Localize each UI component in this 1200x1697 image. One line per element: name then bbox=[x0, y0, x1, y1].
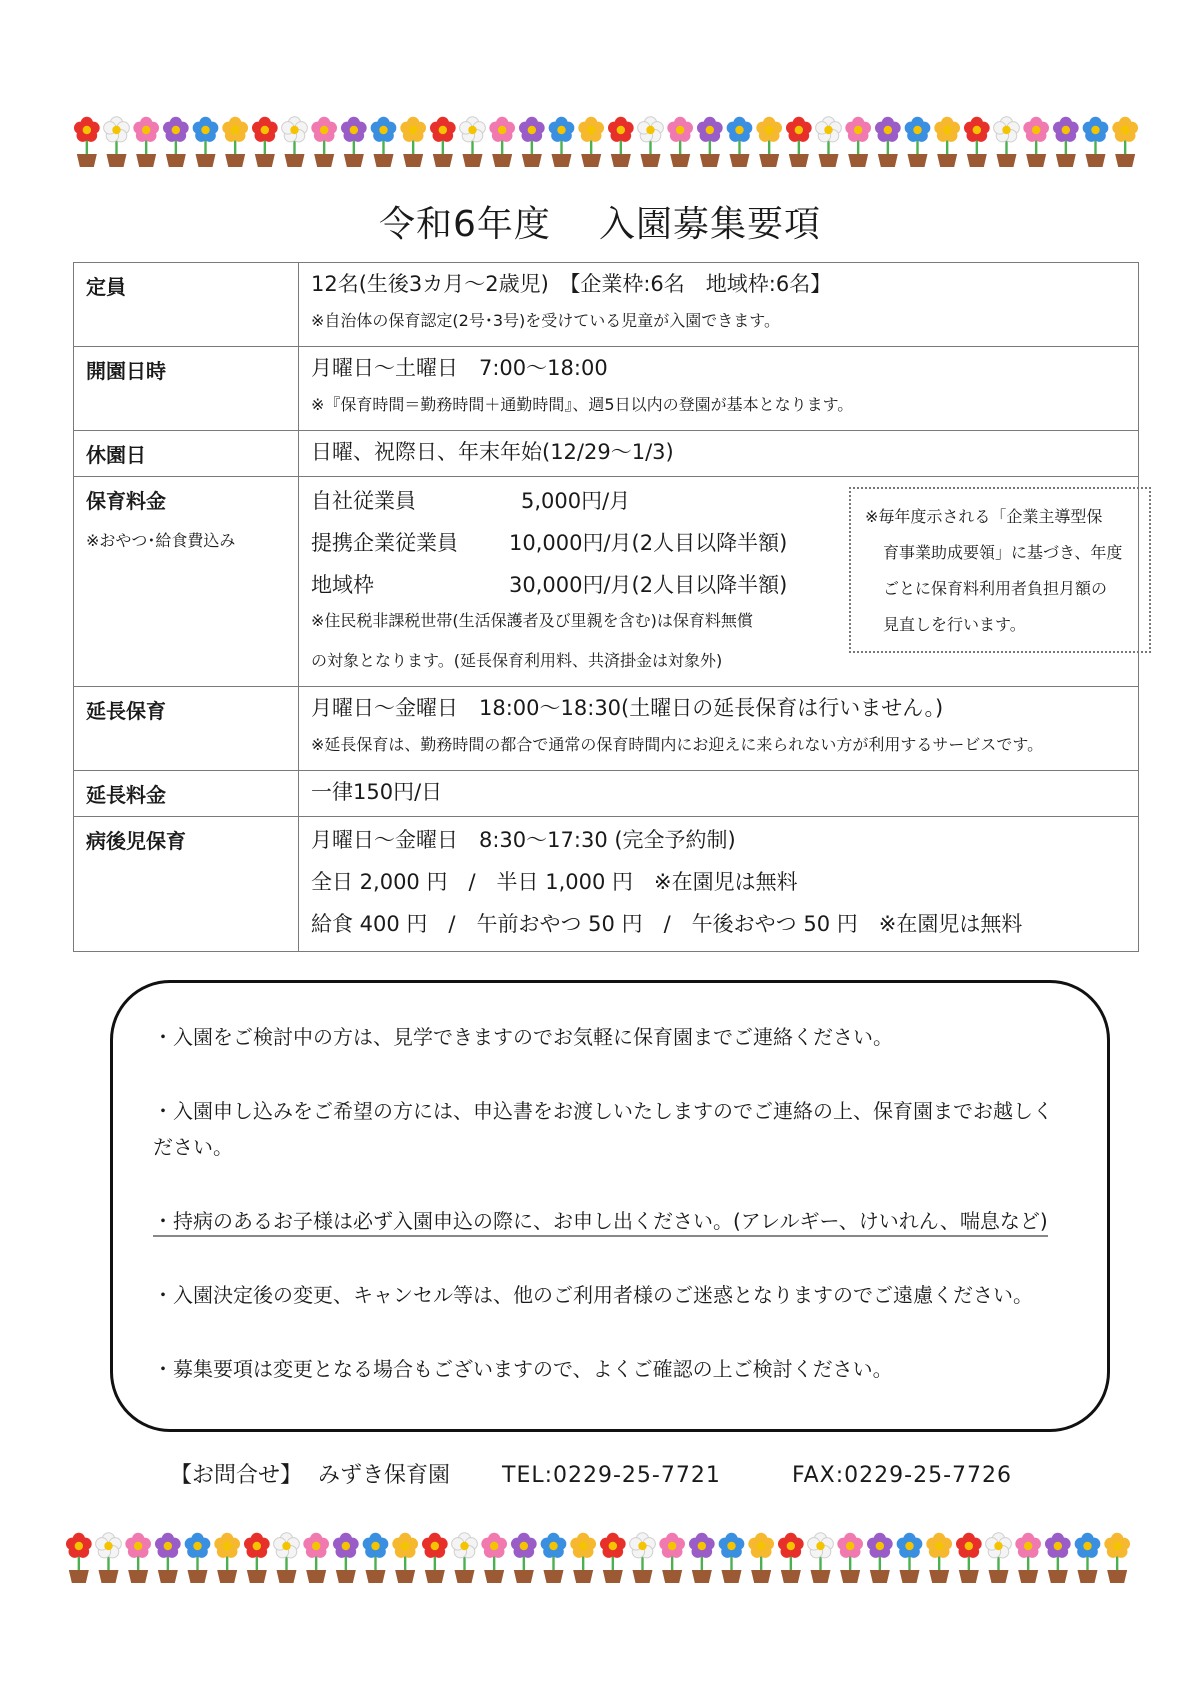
flower-icon bbox=[608, 117, 634, 167]
row-fees bbox=[74, 477, 1139, 687]
flower-icon bbox=[986, 1533, 1012, 1583]
row-extended-fee bbox=[74, 771, 1139, 817]
flower-icon bbox=[897, 1533, 923, 1583]
flower-icon bbox=[549, 117, 575, 167]
label-sick-care: 病後児保育 bbox=[74, 817, 299, 952]
flower-icon bbox=[511, 1533, 537, 1583]
flower-icon bbox=[719, 1533, 745, 1583]
flower-icon bbox=[756, 117, 782, 167]
flower-icon bbox=[630, 1533, 656, 1583]
notice-item-text: ・持病のあるお子様は必ず入園申込の際に、お申し出ください。(アレルギー、けいれん、喘息など) bbox=[153, 1209, 1048, 1237]
contact-tel: TEL:0229-25-7721 bbox=[502, 1463, 721, 1488]
fee-item-price: 10,000円/月(2人目以降半額) bbox=[509, 531, 788, 555]
flower-icon bbox=[748, 1533, 774, 1583]
flower-icon bbox=[133, 117, 159, 167]
extended-fee-line: 一律150円/日 bbox=[311, 780, 443, 804]
flower-icon bbox=[66, 1533, 92, 1583]
hours-line: 月曜日～土曜日 7:00～18:00 bbox=[311, 356, 608, 380]
content-capacity bbox=[299, 263, 1139, 347]
flower-icon bbox=[600, 1533, 626, 1583]
flower-icon bbox=[452, 1533, 478, 1583]
flower-icon bbox=[926, 1533, 952, 1583]
page-title bbox=[0, 196, 1200, 247]
flower-icon bbox=[541, 1533, 567, 1583]
fee-item-price: 5,000円/月 bbox=[521, 489, 631, 513]
flower-icon bbox=[570, 1533, 596, 1583]
contact-fax: FAX:0229-25-7726 bbox=[792, 1463, 1013, 1488]
flower-icon bbox=[400, 117, 426, 167]
row-hours bbox=[74, 347, 1139, 431]
contact-line bbox=[170, 1458, 1012, 1489]
flower-border-bottom bbox=[64, 1528, 1132, 1584]
flower-icon bbox=[193, 117, 219, 167]
flower-icon bbox=[845, 117, 871, 167]
flower-icon bbox=[274, 1533, 300, 1583]
flower-icon bbox=[519, 117, 545, 167]
content-fees bbox=[299, 477, 1139, 687]
flower-icon bbox=[1112, 117, 1138, 167]
content-hours bbox=[299, 347, 1139, 431]
label-holidays: 休園日 bbox=[74, 431, 299, 477]
flower-icon bbox=[489, 117, 515, 167]
flower-icon bbox=[430, 117, 456, 167]
fee-box-line: ごとに保育料利用者負担月額の bbox=[883, 579, 1108, 598]
capacity-note: ※自治体の保育認定(2号･3号)を受けている児童が入園できます。 bbox=[311, 311, 780, 330]
flower-icon bbox=[808, 1533, 834, 1583]
content-holidays bbox=[299, 431, 1139, 477]
flower-icon bbox=[1075, 1533, 1101, 1583]
row-extended bbox=[74, 687, 1139, 771]
flower-border-top-svg bbox=[72, 112, 1140, 168]
flower-icon bbox=[333, 1533, 359, 1583]
sick-line-1: 月曜日～金曜日 8:30～17:30 (完全予約制) bbox=[311, 828, 736, 852]
label-extended: 延長保育 bbox=[74, 687, 299, 771]
flower-icon bbox=[392, 1533, 418, 1583]
label-fees bbox=[74, 477, 299, 687]
flower-icon bbox=[341, 117, 367, 167]
flower-icon bbox=[74, 117, 100, 167]
fee-item-name: 自社従業員 bbox=[311, 489, 416, 513]
content-extended bbox=[299, 687, 1139, 771]
flower-icon bbox=[905, 117, 931, 167]
flower-icon bbox=[282, 117, 308, 167]
flower-icon bbox=[816, 117, 842, 167]
fee-review-box bbox=[849, 487, 1151, 653]
flower-icon bbox=[697, 117, 723, 167]
fee-item-name: 地域枠 bbox=[311, 573, 374, 597]
flower-icon bbox=[125, 1533, 151, 1583]
flower-icon bbox=[1104, 1533, 1130, 1583]
flower-icon bbox=[96, 1533, 122, 1583]
flower-icon bbox=[481, 1533, 507, 1583]
flower-icon bbox=[689, 1533, 715, 1583]
label-capacity: 定員 bbox=[74, 263, 299, 347]
flower-icon bbox=[185, 1533, 211, 1583]
flower-icon bbox=[638, 117, 664, 167]
flower-icon bbox=[837, 1533, 863, 1583]
flower-icon bbox=[964, 117, 990, 167]
notice-box bbox=[110, 980, 1110, 1432]
flower-icon bbox=[244, 1533, 270, 1583]
notice-item: ・入園申し込みをご希望の方には、申込書をお渡しいたしますのでご連絡の上、保育園までお越しください。 bbox=[153, 1099, 1053, 1159]
flower-icon bbox=[867, 1533, 893, 1583]
label-extended-fee: 延長料金 bbox=[74, 771, 299, 817]
flower-icon bbox=[1045, 1533, 1071, 1583]
flower-icon bbox=[222, 117, 248, 167]
fees-label: 保育料金 bbox=[86, 489, 166, 513]
flower-icon bbox=[1083, 117, 1109, 167]
fee-item-name: 提携企業従業員 bbox=[311, 531, 458, 555]
flower-icon bbox=[363, 1533, 389, 1583]
label-hours: 開園日時 bbox=[74, 347, 299, 431]
flower-icon bbox=[163, 117, 189, 167]
flower-icon bbox=[956, 1533, 982, 1583]
flower-icon bbox=[994, 117, 1020, 167]
flower-icon bbox=[667, 117, 693, 167]
flower-border-bottom-svg bbox=[64, 1528, 1132, 1584]
notice-item: ・入園決定後の変更、キャンセル等は、他のご利用者様のご迷惑となりますのでご遠慮ください。 bbox=[153, 1283, 1033, 1307]
flower-icon bbox=[303, 1533, 329, 1583]
fees-wrap bbox=[311, 483, 1126, 679]
flower-icon bbox=[934, 117, 960, 167]
notice-item: ・入園をご検討中の方は、見学できますのでお気軽に保育園までご連絡ください。 bbox=[153, 1025, 893, 1049]
extended-note: ※延長保育は、勤務時間の都合で通常の保育時間内にお迎えに来られない方が利用するサービスです。 bbox=[311, 735, 1044, 754]
sick-line-3: 給食 400 円 / 午前おやつ 50 円 / 午後おやつ 50 円 ※在園児は無料 bbox=[311, 912, 1023, 936]
flower-icon bbox=[786, 117, 812, 167]
flower-icon bbox=[1053, 117, 1079, 167]
title-year: 令和6年度 bbox=[379, 204, 551, 245]
recruitment-table bbox=[73, 262, 1139, 952]
fees-sub-note: ※おやつ･給食費込み bbox=[86, 531, 236, 550]
row-holidays bbox=[74, 431, 1139, 477]
content-extended-fee bbox=[299, 771, 1139, 817]
capacity-line: 12名(生後3カ月～2歳児) 【企業枠:6名 地域枠:6名】 bbox=[311, 272, 832, 296]
notice-item-underlined bbox=[153, 1203, 1067, 1239]
fee-note-1: ※住民税非課税世帯(生活保護者及び里親を含む)は保育料無償 bbox=[311, 611, 753, 630]
flower-icon bbox=[1023, 117, 1049, 167]
flower-icon bbox=[727, 117, 753, 167]
flower-icon bbox=[422, 1533, 448, 1583]
title-main: 入園募集要項 bbox=[598, 204, 821, 245]
flower-icon bbox=[104, 117, 130, 167]
flower-icon bbox=[875, 117, 901, 167]
flower-icon bbox=[578, 117, 604, 167]
fee-box-line: 育事業助成要領」に基づき、年度 bbox=[883, 543, 1123, 562]
flower-icon bbox=[659, 1533, 685, 1583]
contact-label: 【お問合せ】 bbox=[170, 1463, 303, 1488]
contact-name: みずき保育園 bbox=[318, 1463, 451, 1488]
fee-box-line: ※毎年度示される「企業主導型保 bbox=[865, 507, 1103, 526]
fee-item-price: 30,000円/月(2人目以降半額) bbox=[509, 573, 788, 597]
fee-box-line: 見直しを行います。 bbox=[883, 615, 1026, 634]
holidays-line: 日曜、祝際日、年末年始(12/29～1/3) bbox=[311, 440, 674, 464]
flower-icon bbox=[460, 117, 486, 167]
notice-item: ・募集要項は変更となる場合もございますので、よくご確認の上ご検討ください。 bbox=[153, 1357, 893, 1381]
flower-icon bbox=[155, 1533, 181, 1583]
flower-icon bbox=[371, 117, 397, 167]
extended-line: 月曜日～金曜日 18:00～18:30(土曜日の延長保育は行いません。) bbox=[311, 696, 944, 720]
row-sick-care bbox=[74, 817, 1139, 952]
row-capacity bbox=[74, 263, 1139, 347]
sick-line-2: 全日 2,000 円 / 半日 1,000 円 ※在園児は無料 bbox=[311, 870, 798, 894]
flower-icon bbox=[778, 1533, 804, 1583]
fee-note-2: の対象となります。(延長保育利用料、共済掛金は対象外) bbox=[311, 651, 723, 670]
hours-note: ※『保育時間＝勤務時間＋通勤時間』、週5日以内の登園が基本となります。 bbox=[311, 395, 854, 414]
content-sick-care bbox=[299, 817, 1139, 952]
flower-icon bbox=[252, 117, 278, 167]
flower-icon bbox=[311, 117, 337, 167]
flower-icon bbox=[1015, 1533, 1041, 1583]
flower-border-top bbox=[72, 112, 1140, 168]
flower-icon bbox=[214, 1533, 240, 1583]
